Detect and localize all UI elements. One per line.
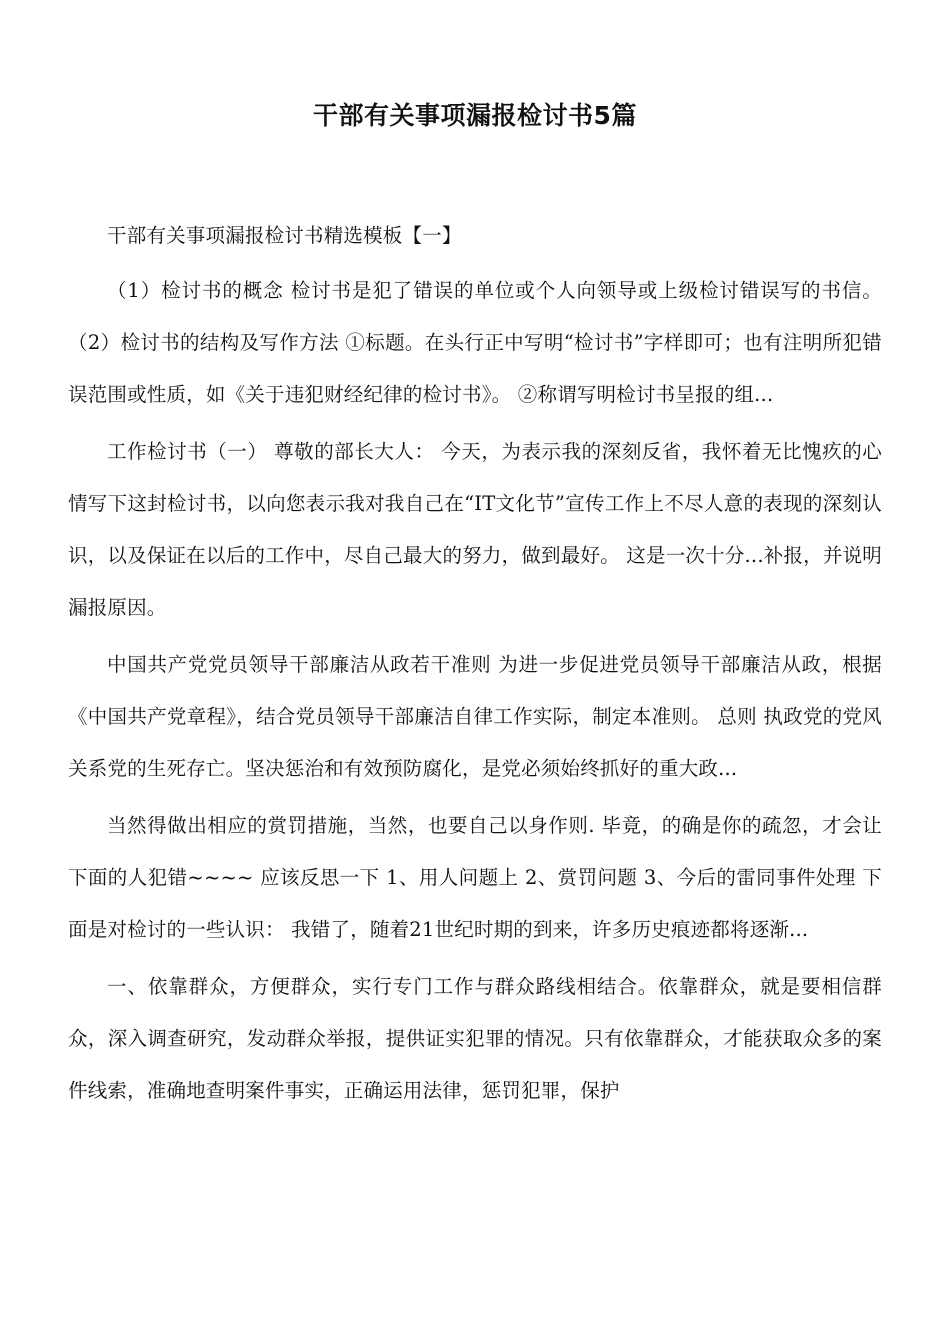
body-paragraph-2: 工作检讨书（一） 尊敬的部长大人： 今天，为表示我的深刻反省，我怀着无比愧疚的心情写下这封检讨书，以向您表示我对我自己在“IT文化节”宣传工作上不尽人意的表现的深刻认识，以及保证在以后的工作中，尽自己最大的努力，做到最好。 这是一次十分...补报，并说明漏报原因。 <box>68 440 882 619</box>
section-heading: 干部有关事项漏报检讨书精选模板【一】 <box>107 224 462 247</box>
document-title: 干部有关事项漏报检讨书5篇 <box>313 101 637 130</box>
body-paragraph-5: 一、依靠群众，方便群众，实行专门工作与群众路线相结合。依靠群众，就是要相信群众，深入调查研究，发动群众举报，提供证实犯罪的情况。只有依靠群众，才能获取众多的案件线索，准确地查明案件事实，正确运用法律，惩罚犯罪，保护 <box>68 975 882 1102</box>
body-paragraph-4: 当然得做出相应的赏罚措施，当然，也要自己以身作则. 毕竟，的确是你的疏忽，才会让下面的人犯错~~~~ 应该反思一下 1、用人问题上 2、赏罚问题 3、今后的雷同事件处理 下面是对检讨的一些认识： 我错了，随着21世纪时期的到来，许多历史痕迹都将逐渐... <box>68 814 882 941</box>
body-paragraph-1: （1）检讨书的概念 检讨书是犯了错误的单位或个人向领导或上级检讨错误写的书信。 （2）检讨书的结构及写作方法 ①标题。在头行正中写明“检讨书”字样即可；也有注明所犯错误范围或性质，如《关于违犯财经纪律的检讨书》。 ②称谓写明检讨书呈报的组... <box>68 279 882 406</box>
body-paragraph-3: 中国共产党党员领导干部廉洁从政若干准则 为进一步促进党员领导干部廉洁从政，根据《中国共产党章程》，结合党员领导干部廉洁自律工作实际，制定本准则。 总则 执政党的党风关系党的生死存亡。坚决惩治和有效预防腐化，是党必须始终抓好的重大政... <box>68 653 882 780</box>
document-body <box>68 210 882 1122</box>
